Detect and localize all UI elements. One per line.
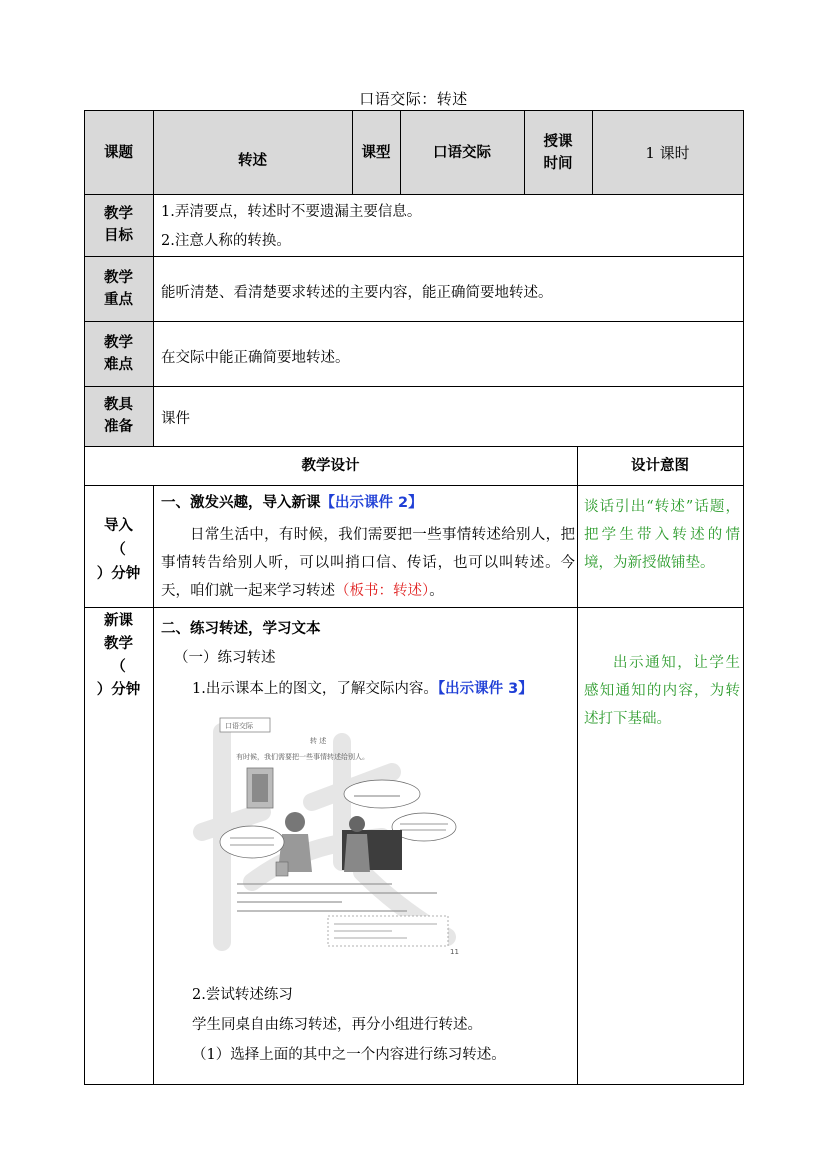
intro-paragraph-text: 日常生活中，有时候，我们需要把一些事情转述给别人，把事情转告给别人听，可以叫捎口信、传话，也可以叫转述。今天，咱们就一起来学习转述	[161, 527, 575, 599]
design-header-right: 设计意图	[631, 458, 689, 474]
design-header-left: 教学设计	[301, 458, 360, 474]
document-title: 口语交际：转述	[359, 90, 468, 108]
intro-heading-text: 一、激发兴趣，导入新课	[161, 495, 321, 511]
new-lesson-step1	[192, 677, 533, 702]
materials-text: 课件	[161, 411, 190, 427]
difficulties-label-line1: 教学	[104, 335, 133, 351]
intro-paragraph-end: 。	[429, 583, 444, 599]
textbook-title: 转 述	[310, 737, 327, 745]
topic-label: 课题	[104, 145, 133, 161]
key-points-label-line2: 重点	[104, 292, 133, 308]
difficulties-label	[84, 332, 153, 376]
new-lesson-step2: 2.尝试转述练习	[192, 987, 293, 1003]
intro-label-line1: 导入	[104, 518, 133, 534]
goals-label-line1: 教学	[104, 206, 133, 222]
time-label-line1: 授课	[543, 134, 573, 150]
materials-label-line2: 准备	[104, 419, 133, 435]
goals-item-1: 1.弄清要点，转述时不要遗漏主要信息。	[161, 204, 422, 220]
intro-heading-tag: 【出示课件 2】	[320, 495, 423, 511]
goals-label	[84, 203, 153, 247]
intro-intent: 谈话引出“转述”话题，把学生带入转述的情境，为新授做铺垫。	[584, 499, 740, 571]
key-points-label	[84, 267, 153, 311]
new-lesson-heading: 二、练习转述，学习文本	[161, 621, 321, 637]
new-lesson-step2-sub: （1）选择上面的其中之一个内容进行练习转述。	[192, 1047, 506, 1063]
new-lesson-label-line3: （	[111, 659, 126, 675]
materials-label	[84, 394, 153, 438]
time-label	[524, 131, 592, 175]
intro-label-line2: （	[111, 542, 126, 558]
topic-value: 转述	[238, 153, 267, 169]
goals-label-line2: 目标	[104, 228, 133, 244]
intro-board-note: （板书：转述）	[335, 583, 430, 599]
time-value: 1 课时	[645, 144, 690, 162]
difficulties-text: 在交际中能正确简要地转述。	[161, 350, 350, 366]
intro-heading	[161, 491, 423, 516]
new-lesson-label-line1: 新课	[104, 613, 133, 629]
new-lesson-step1-tag: 【出示课件 3】	[437, 681, 533, 697]
new-lesson-label	[84, 610, 153, 702]
goals-item-2: 2.注意人称的转换。	[161, 233, 291, 249]
new-lesson-sub1: （一）练习转述	[174, 650, 276, 666]
difficulties-label-line2: 难点	[104, 357, 133, 373]
intro-paragraph	[161, 521, 575, 605]
textbook-illustration	[192, 712, 458, 958]
new-lesson-label-line4: ）分钟	[96, 682, 141, 698]
key-points-text: 能听清楚、看清楚要求转述的主要内容，能正确简要地转述。	[161, 285, 553, 301]
materials-label-line1: 教具	[104, 397, 133, 413]
type-value: 口语交际	[433, 145, 491, 161]
textbook-image	[192, 712, 458, 958]
textbook-lead: 有时候，我们需要把一些事情转述给别人。	[236, 753, 369, 761]
type-label: 课型	[361, 145, 391, 161]
svg-text:11: 11	[450, 948, 459, 956]
new-lesson-step2-text: 学生同桌自由练习转述，再分小组进行转述。	[192, 1017, 482, 1033]
textbook-tag: 口语交际	[225, 722, 253, 730]
intro-label	[84, 514, 153, 586]
intro-label-line3: ）分钟	[96, 566, 141, 582]
new-lesson-intent: 出示通知，让学生感知通知的内容，为转述打下基础。	[584, 655, 740, 727]
time-label-line2: 时间	[543, 156, 573, 172]
new-lesson-step1-text: 1.出示课本上的图文，了解交际内容。	[192, 681, 438, 697]
key-points-label-line1: 教学	[104, 270, 133, 286]
new-lesson-label-line2: 教学	[104, 636, 133, 652]
